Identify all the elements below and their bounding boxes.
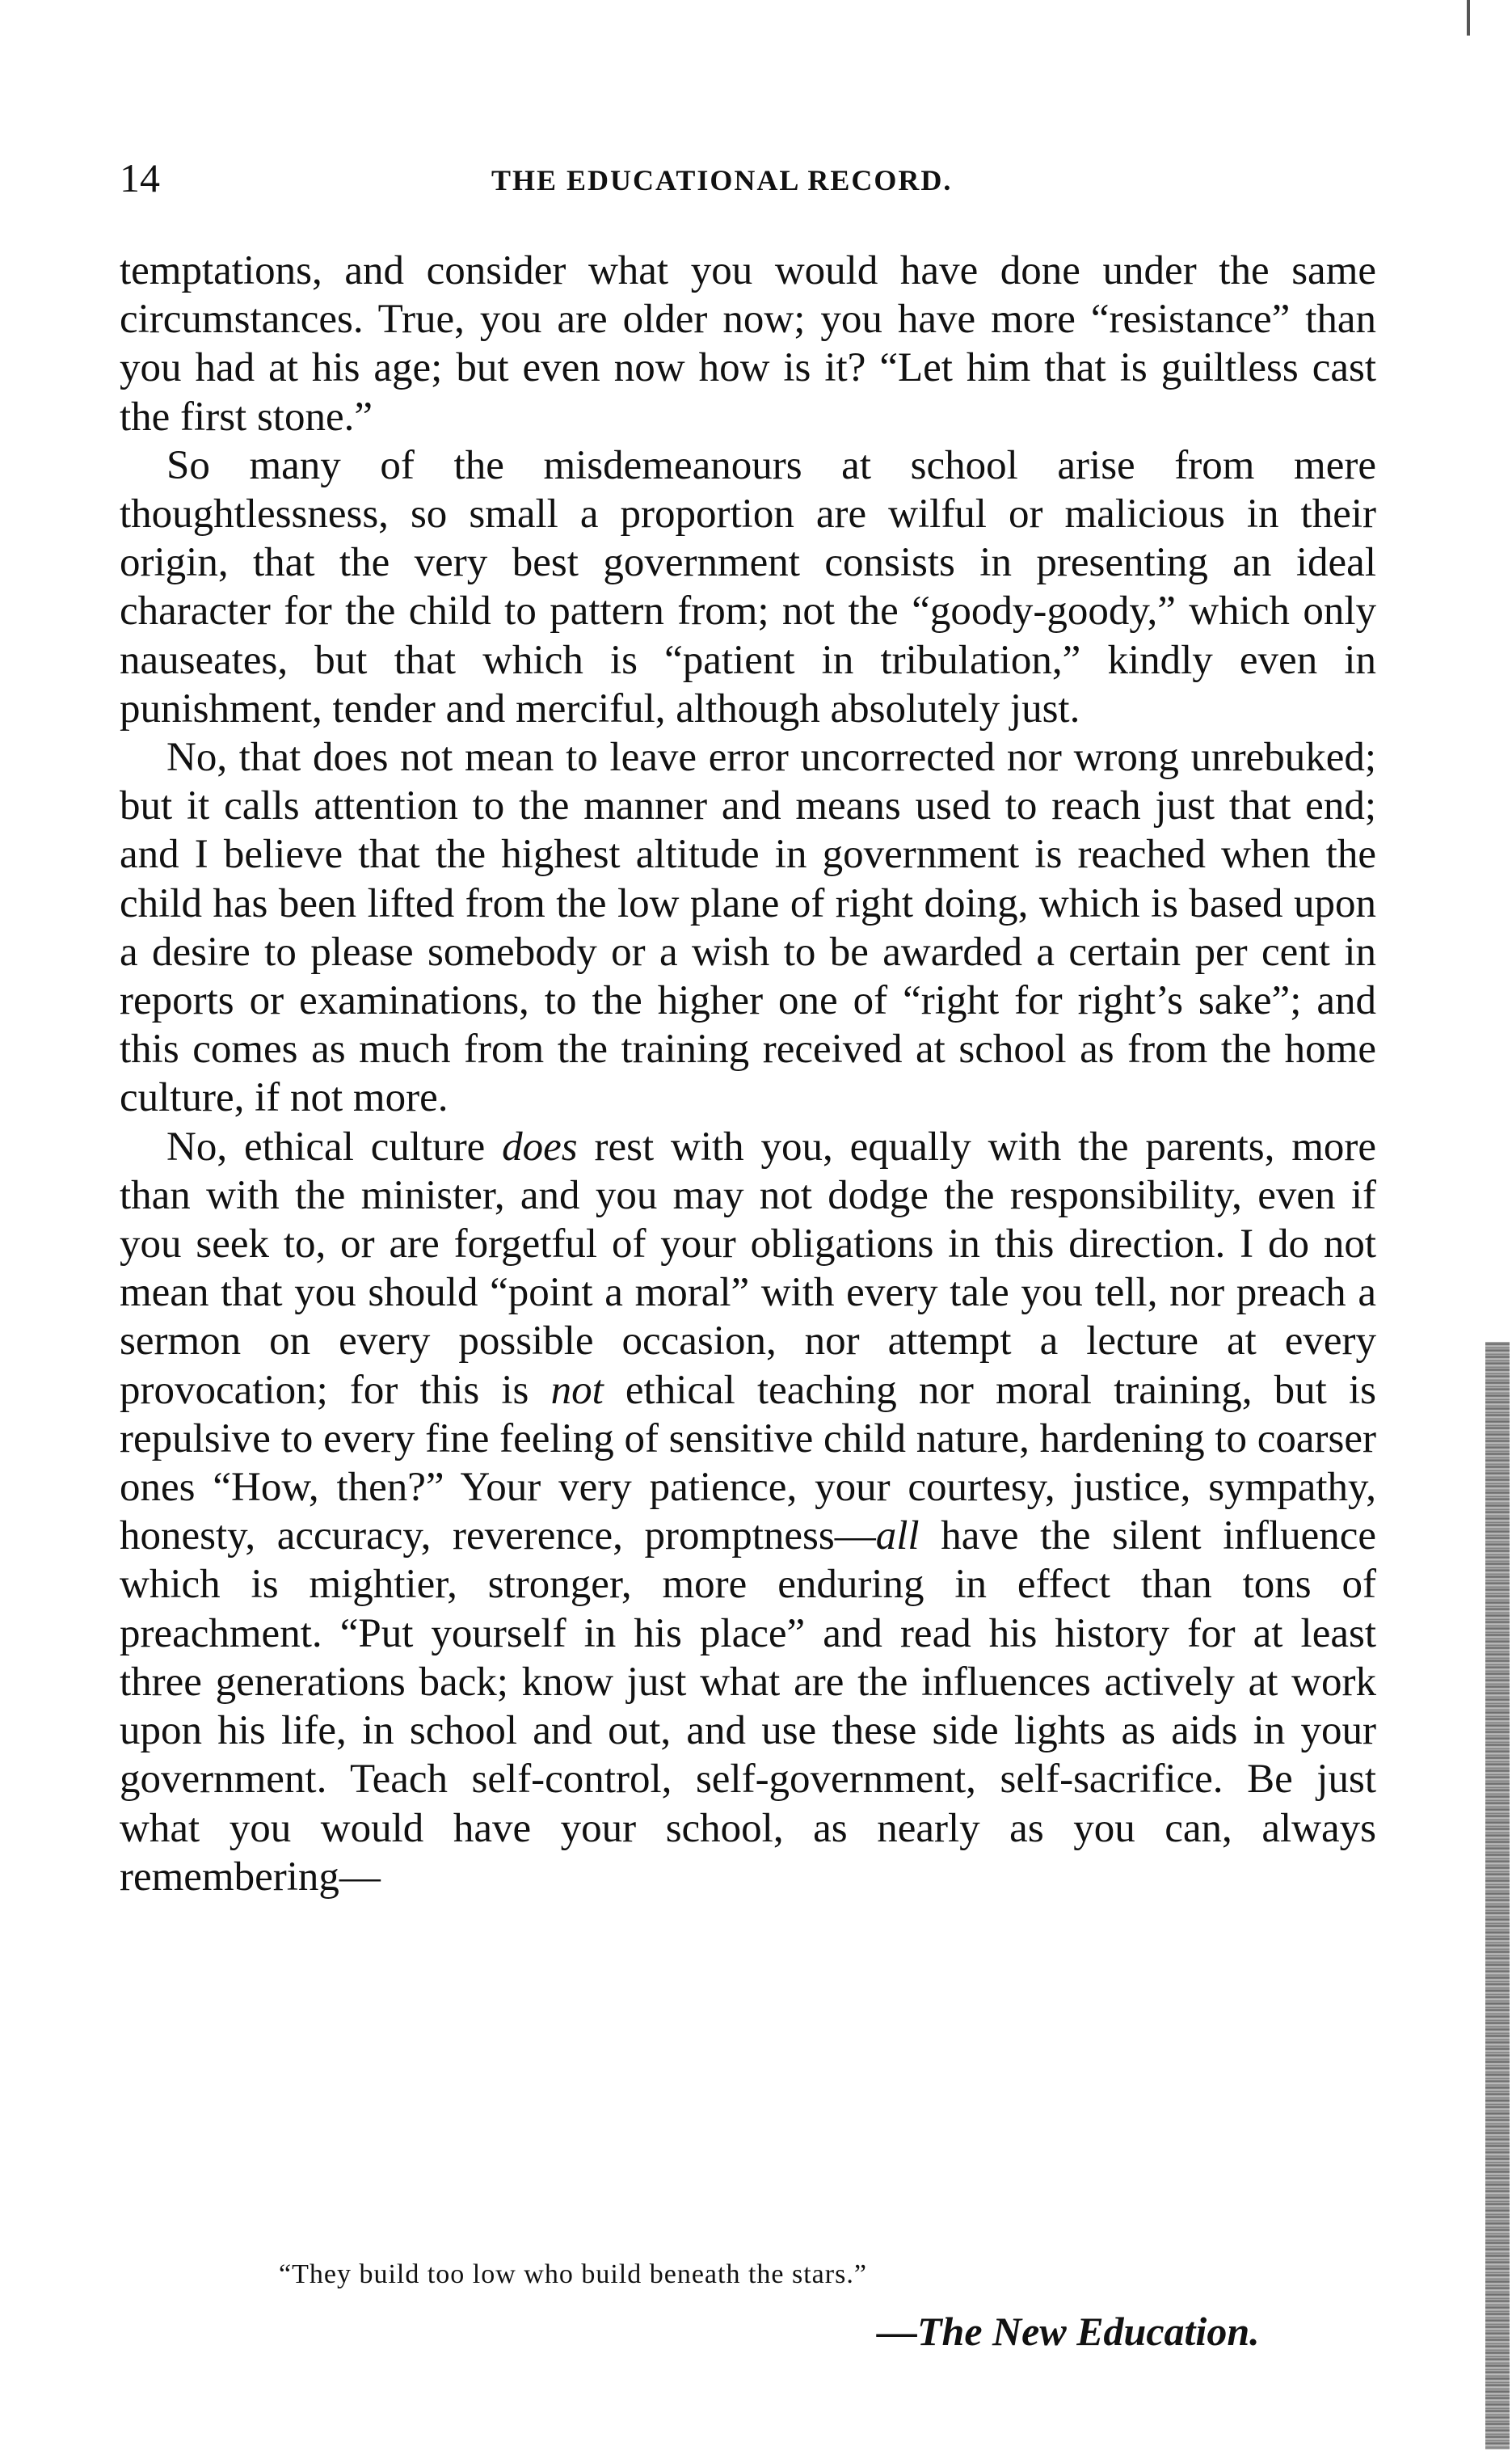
page-edge-shading [1485, 1342, 1510, 2449]
emphasis-not: not [550, 1367, 604, 1413]
emphasis-does: does [502, 1124, 578, 1170]
scan-edge-mark [1467, 0, 1470, 36]
paragraph-4-text-4: have the silent influence which is mightier, stronger, more enduring in effect than tons of preachment. “Put yourself in his place” and read his history for at least three generations back; know just what are the influences actively at work upon his life, in school and out, and use these side lights as aids in your government. Teach self-control, self-government, self-sacrifice. Be just what you would have your school, as nearly as you can, always remembering— [120, 1513, 1376, 1900]
emphasis-all: all [875, 1513, 920, 1559]
attribution: —The New Education. [877, 2309, 1260, 2354]
paragraph-4-text-2: rest with you, equally with the parents, more than with the minister, and you may not dodge the responsibility, even if you seek to, or are forgetful of your obligations in this direction. I do not mean that you should “point a moral” with every tale you tell, nor preach a sermon on every possible occasion, nor attempt a lecture at every provocation; for this is [120, 1124, 1376, 1413]
body-text [120, 247, 1376, 1901]
paragraph-2: So many of the misdemeanours at school arise from mere thoughtlessness, so small a proportion are wilful or malicious in their origin, that the very best government consists in presenting an ideal character for the child to pattern from; not the “goody-goody,” which only nauseates, but that which is “patient in tribulation,” kindly even in punishment, tender and merciful, although absolutely just. [120, 442, 1376, 732]
page-header [120, 154, 1380, 210]
paragraph-4 [120, 1123, 1376, 1901]
paragraph-3: No, that does not mean to leave error uncorrected nor wrong unrebuked; but it calls attention to the manner and means used to reach just that end; and I believe that the highest altitude in government is reached when the child has been lifted from the low plane of right doing, which is based upon a desire to please somebody or a wish to be awarded a certain per cent in reports or examinations, to the higher one of “right for right’s sake”; and this comes as much from the training received at school as from the home culture, if not more. [120, 735, 1376, 1121]
page-number: 14 [120, 155, 160, 200]
paragraph-1: temptations, and consider what you would have done under the same circumstances. True, you are older now; you have more “resistance” than you had at his age; but even now how is it? “Let him that is guiltless cast the first stone.” [120, 248, 1376, 440]
closing-quotation: “They build too low who build beneath the stars.” [279, 2259, 867, 2289]
running-head: THE EDUCATIONAL RECORD. [491, 164, 953, 196]
paragraph-4-text-1: No, ethical culture [166, 1124, 503, 1170]
paragraph-4-text-3: ethical teaching nor moral training, but is repulsive to every fine feeling of sensitive child nature, hardening to coarser ones “How, then?” Your very patience, your courtesy, justice, sympathy, honesty, accuracy, reverence, promptness— [120, 1367, 1376, 1559]
